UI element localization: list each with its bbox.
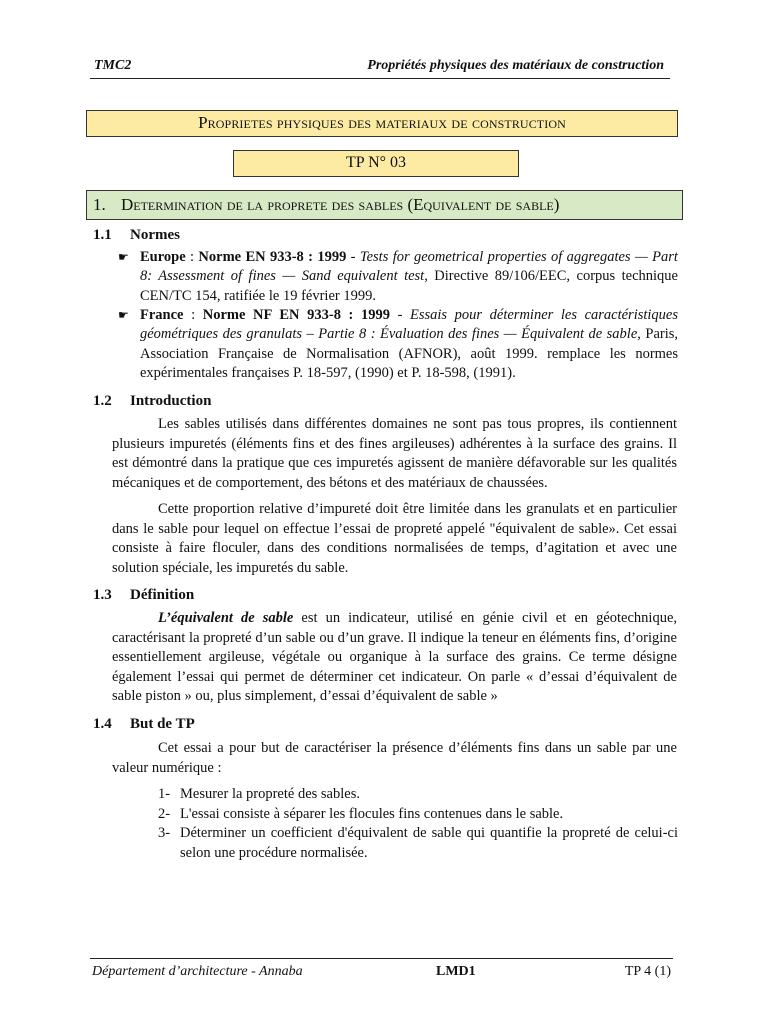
subsection-number: 1.3 <box>93 587 112 603</box>
norme-item-france <box>118 306 678 383</box>
definition-term: L’équivalent de sable <box>158 610 294 626</box>
but-intro-paragraph: Cet essai a pour but de caractériser la présence d’éléments fins dans un sable par une valeur numérique : <box>112 740 677 776</box>
tp-number: TP N° 03 <box>233 150 519 177</box>
intro-paragraph-2: Cette proportion relative d’impureté doit être limitée dans les granulats et en particulier dans le sable pour lequel on effectue l’essai de propreté appelé "équivalent de sable». Cet essai consiste à faire floculer, dans des conditions normalisées de temps, d’agitation et avec une solution spéciale, les impuretés du sable. <box>112 501 677 576</box>
norme-title: Tests for geometrical properties of aggregates — Part 8: Assessment of fines — Sand equivalent test <box>140 249 678 285</box>
separator: - <box>346 249 360 265</box>
section-heading <box>86 190 683 220</box>
intro-paragraph-1: Les sables utilisés dans différentes domaines ne sont pas tous propres, ils contiennent plusieurs impuretés (éléments fins et des fines argileuses) adhérentes à la surface des grains. Il est démontré dans la pratique que ces impuretés agissent de manière défavorable sur les qualités mécaniques et de comportement, des bétons et des matériaux de chaussées. <box>112 416 677 491</box>
norme-title: Essais pour déterminer les caractéristiques géométriques des granulats – Partie 8 : Évaluation des fines — Équivalent de sable <box>140 307 678 343</box>
list-item <box>158 824 678 863</box>
subsection-heading-definition <box>93 586 194 604</box>
pointing-hand-icon: ☛ <box>118 308 129 322</box>
list-item-text: L'essai consiste à séparer les flocules fins contenues dans le sable. <box>180 805 564 822</box>
section-number: 1. <box>93 195 106 214</box>
norme-text <box>140 248 678 306</box>
subsection-heading-but <box>93 715 195 733</box>
pointing-hand-icon: ☛ <box>118 250 129 264</box>
subsection-number: 1.4 <box>93 716 112 732</box>
subsection-title: Définition <box>130 587 195 603</box>
objectives-list <box>158 785 678 863</box>
subsection-number: 1.2 <box>93 393 112 409</box>
header-course-title: Propriétés physiques des matériaux de construction <box>367 58 664 73</box>
separator: : <box>185 249 199 265</box>
norme-code: Norme EN 933-8 : 1999 <box>198 249 347 265</box>
subsection-heading-normes <box>93 226 180 244</box>
subsection-title: Introduction <box>130 393 212 409</box>
definition-paragraph <box>112 609 677 707</box>
page-footer <box>90 958 673 981</box>
subsection-heading-introduction <box>93 392 211 410</box>
definition-text: est un indicateur, utilisé en génie civil et en géotechnique, caractérisant la propreté d’un sable ou d’un grave. Il indique la teneur en éléments fins, d’origine essentiellement argileuse, végétale ou organique à la surface des grains. Ce terme désigne également l’essai qui permet de déterminer cet indicateur. On parle « d’essai d’équivalent de sable piston » ou, plus simplement, d’essai d’équivalent de sable » <box>112 610 678 705</box>
list-item-text: Déterminer un coefficient d'équivalent de sable qui quantifie la propreté de celui-ci selon une procédure normalisée. <box>180 825 678 861</box>
section-title: Determination de la proprete des sables (Equivalent de sable) <box>121 195 560 214</box>
norme-details: , Paris, Association Française de Normalisation (AFNOR), août 1999. remplace les normes expérimentales françaises P. 18-597, (1990) et P. 18-598, (1991). <box>140 326 678 381</box>
list-item-number: 1- <box>158 786 171 802</box>
footer-page-number: TP 4 (1) <box>624 964 671 979</box>
separator: - <box>389 307 410 323</box>
list-item-text: Mesurer la propreté des sables. <box>180 786 360 802</box>
page-header <box>90 58 670 79</box>
norme-details: , Directive 89/106/EEC, corpus technique CEN/TC 154, ratifiée le 19 février 1999. <box>140 268 678 304</box>
norme-country: Europe <box>140 249 186 265</box>
subsection-title: Normes <box>130 227 180 243</box>
footer-department: Département d’architecture - Annaba <box>92 964 303 979</box>
norme-country: France <box>140 307 184 323</box>
separator: : <box>183 307 203 323</box>
list-item-number: 2- <box>158 805 171 822</box>
norme-text <box>140 306 678 383</box>
document-title: Proprietes physiques des materiaux de construction <box>86 110 678 137</box>
subsection-number: 1.1 <box>93 227 112 243</box>
norme-item-europe <box>118 248 678 306</box>
footer-level: LMD1 <box>436 964 476 979</box>
list-item <box>158 785 678 805</box>
subsection-title: But de TP <box>130 716 195 732</box>
list-item <box>158 805 678 825</box>
norme-code: Norme NF EN 933-8 : 1999 <box>202 307 390 323</box>
header-course-code: TMC2 <box>94 58 132 73</box>
list-item-number: 3- <box>158 825 171 842</box>
